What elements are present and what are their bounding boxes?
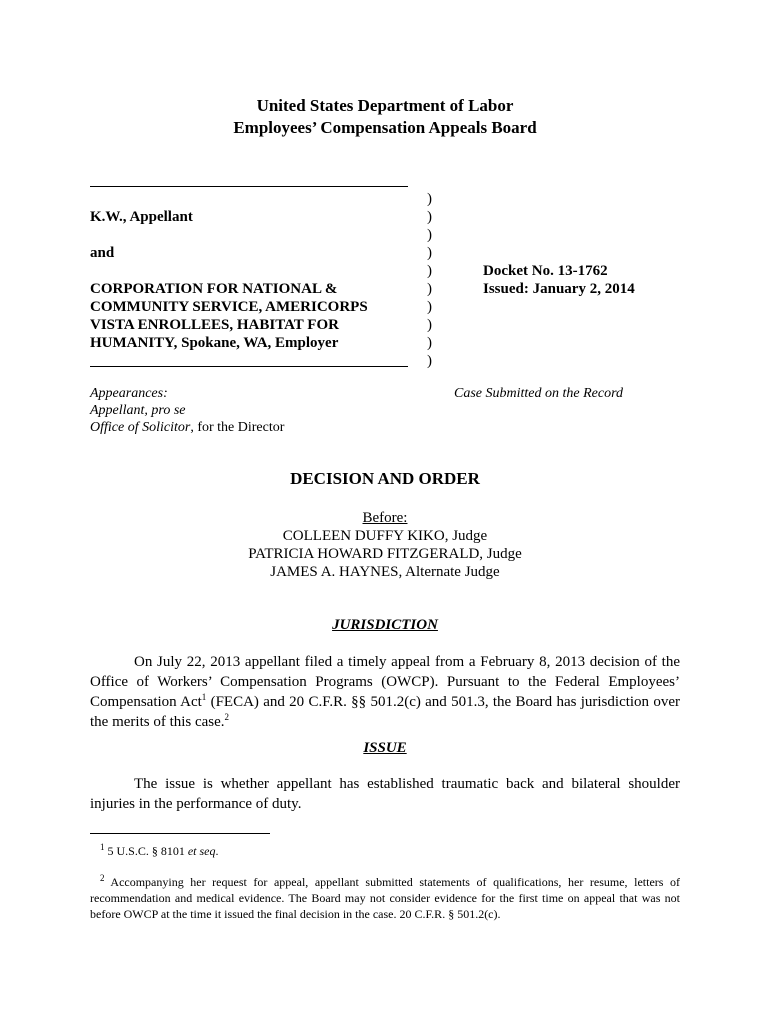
jurisdiction-heading: JURISDICTION [332, 617, 438, 633]
footnote-1 [90, 843, 680, 859]
paren: ) [427, 317, 432, 333]
board-name: Employees’ Compensation Appeals Board [233, 118, 537, 137]
caption-bottom-rule [90, 366, 408, 367]
footnote-text: Accompanying her request for appeal, appellant submitted statements of qualifications, her resume, letters of recommendation and medical evidence. The Board may not consider evidence for the first time on appeal that was not before OWCP at the time it issued the final decision in the case. 20 C.F.R. § 501.2(c). [90, 875, 680, 921]
employer-block [90, 280, 368, 352]
paren: ) [427, 299, 432, 315]
before-label: Before: [362, 510, 408, 526]
footnote-mark: 1 [100, 842, 105, 852]
paren: ) [427, 335, 432, 351]
solicitor-role: , for the Director [190, 420, 285, 435]
footnote-rule [90, 833, 270, 834]
footnote-mark: 2 [100, 873, 105, 883]
footnote-ref: 2 [224, 712, 230, 722]
paren: ) [427, 209, 432, 225]
appellant-appearance: Appellant, pro se [90, 403, 186, 418]
caption-parentheses [427, 190, 432, 370]
agency-name: United States Department of Labor [256, 96, 514, 115]
issue-text: The issue is whether appellant has established traumatic back and bilateral shoulder injuries in the performance of duty. [90, 776, 680, 812]
and-connector: and [90, 245, 115, 261]
appearances-label: Appearances: [90, 386, 168, 401]
paren: ) [427, 245, 432, 261]
solicitor-name: Office of Solicitor [90, 420, 191, 435]
employer-line: COMMUNITY SERVICE, AMERICORPS [90, 299, 368, 315]
judge-name: JAMES A. HAYNES, Alternate Judge [270, 564, 500, 580]
appellant-name: K.W., Appellant [90, 209, 193, 225]
employer-line: VISTA ENROLLEES, HABITAT FOR [90, 317, 339, 333]
docket-number: Docket No. 13-1762 [483, 263, 608, 279]
solicitor-appearance [90, 419, 284, 436]
judge-name: PATRICIA HOWARD FITZGERALD, Judge [248, 546, 522, 562]
case-submitted-note: Case Submitted on the Record [454, 386, 624, 401]
judge-name: COLLEEN DUFFY KIKO, Judge [282, 528, 488, 544]
issued-date: Issued: January 2, 2014 [483, 281, 635, 297]
paren: ) [427, 191, 432, 207]
paren: ) [427, 227, 432, 243]
caption-top-rule [90, 186, 408, 187]
employer-line: HUMANITY, Spokane, WA, Employer [90, 335, 339, 351]
paren: ) [427, 281, 432, 297]
footnote-ref: 1 [201, 692, 207, 702]
jurisdiction-paragraph [90, 652, 680, 732]
paren: ) [427, 353, 432, 369]
jurisdiction-text: (FECA) and 20 C.F.R. §§ 501.2(c) and 501.3, the Board has jurisdiction over the merits of this case. [90, 694, 681, 730]
footnote-2 [90, 874, 680, 922]
issue-heading: ISSUE [363, 740, 407, 756]
footnote-italic: et seq [187, 844, 216, 858]
paren: ) [427, 263, 432, 279]
decision-title: DECISION AND ORDER [290, 469, 480, 488]
employer-line: CORPORATION FOR NATIONAL & [90, 281, 338, 297]
footnote-text: 5 U.S.C. § 8101 [104, 844, 188, 858]
footnote-text: . [215, 844, 219, 858]
jurisdiction-text: On July 22, 2013 appellant filed a timely appeal from a February 8, 2013 decision of the Office of Workers’ Compensation Programs (OWCP). Pursuant to the Federal Employees’ Compensation Act [90, 654, 680, 710]
issue-paragraph [90, 774, 680, 814]
